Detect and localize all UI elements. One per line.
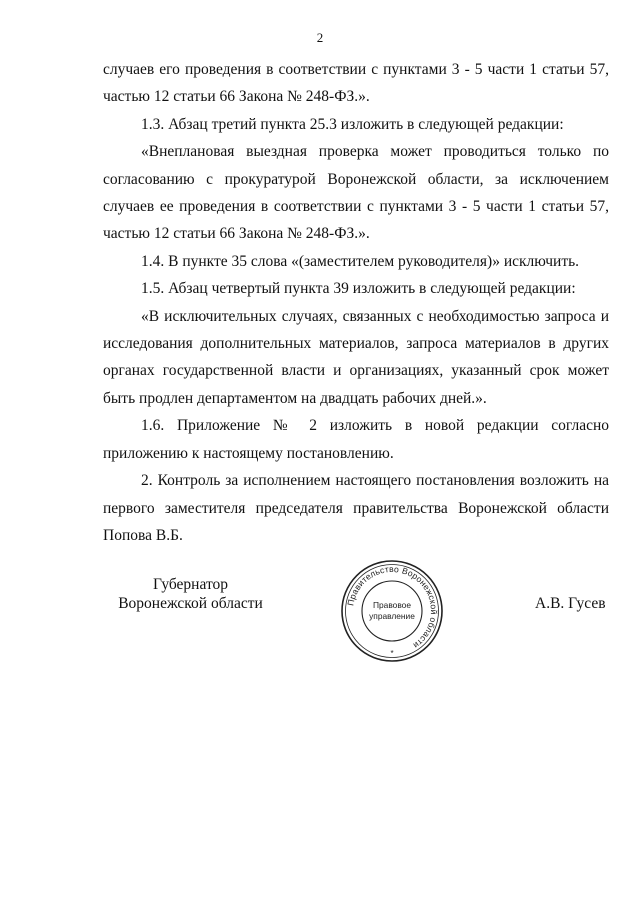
stamp-center-line2: управление xyxy=(369,611,415,621)
signatory-title-line2: Воронежской области xyxy=(118,595,263,612)
paragraph-1-4: 1.4. В пункте 35 слова «(заместителем руководителя)» исключить. xyxy=(141,252,580,270)
paragraph-2-control: 2. Контроль за исполнением настоящего постановления возложить на первого заместителя председателя правительства Воронежской области Попова В.Б. xyxy=(103,472,609,544)
signatory-title-line1: Губернатор xyxy=(152,576,229,593)
stamp-ring-text: Правительство Воронежской области xyxy=(345,563,440,651)
paragraph-continuation: случаев его проведения в соответствии с пунктами 3 - 5 части 1 статьи 57, частью 12 статьи 66 Закона № 248-ФЗ.». xyxy=(103,61,609,106)
document-body xyxy=(103,56,609,549)
paragraph-1-5: 1.5. Абзац четвертый пункта 39 изложить в следующей редакции: xyxy=(141,280,576,298)
signatory-title xyxy=(103,575,278,613)
page-number: 2 xyxy=(316,30,324,45)
paragraph-quote-deadline: «В исключительных случаях, связанных с необходимостью запроса и исследования дополнительных материалов, запроса материалов в других органах государственной власти и организациях, указанный срок может быть продлен департаментом на двадцать рабочих дней.». xyxy=(103,307,609,407)
paragraph-1-6: 1.6. Приложение № 2 изложить в новой редакции согласно приложению к настоящему постановлению. xyxy=(103,417,609,462)
paragraph-1-3: 1.3. Абзац третий пункта 25.3 изложить в следующей редакции: xyxy=(141,115,564,133)
signatory-name: А.В. Гусев xyxy=(535,595,606,612)
stamp-center-line1: Правовое xyxy=(372,600,412,610)
official-stamp xyxy=(339,558,445,664)
signature-block xyxy=(0,575,640,655)
stamp-star: * xyxy=(390,649,394,658)
paragraph-quote-inspection: «Внеплановая выездная проверка может проводиться только по согласованию с прокуратурой Воронежской области, за исключением случаев ее проведения в соответствии с пунктами 3 - 5 части 1 статьи 57, частью 12 статьи 66 Закона № 248-ФЗ.». xyxy=(103,143,609,243)
